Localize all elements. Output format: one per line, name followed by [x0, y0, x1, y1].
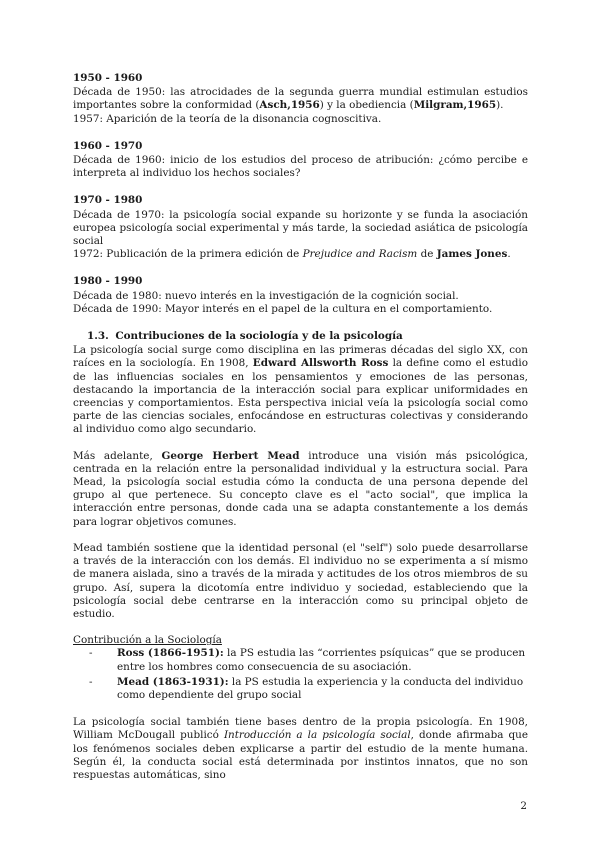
contributor-name: Mead (1863-1931):: [117, 675, 229, 688]
contribution-text: la PS estudia la experiencia y la conducta del individuo como dependiente del grupo social: [117, 675, 524, 701]
contributor-name: Ross (1866-1951):: [117, 647, 224, 660]
bold-text: George Herbert Mead: [161, 449, 300, 462]
text-run: Década de 1980: nuevo interés en la investigación de la cognición social.: [73, 289, 459, 302]
body-paragraph: [73, 344, 528, 436]
text-run: La psicología social también tiene bases dentro de la propia psicología. En 1908, William McDougall publicó: [73, 716, 528, 742]
dash-bullet: -: [89, 647, 93, 660]
body-paragraph: [73, 716, 528, 782]
contribution-item: [73, 676, 528, 702]
contribution-text: la PS estudia las “corrientes psíquicas” que se producen entre los hombres como consecuencia de su asociación.: [117, 647, 526, 673]
text-run: la define como el estudio de las influencias sociales en los pensamientos y emociones de las personas, destacando la importancia de la interacción social para explicar uniformidades en creencias y comportamientos. Esta perspectiva inicial veía la psicología social como parte de las ciencias sociales, enfocándose en estructuras colectivas y considerando al individuo como algo secundario.: [73, 357, 528, 436]
section-number: 1.3.: [87, 330, 109, 343]
text-run: Década de 1990: Mayor interés en el papel de la cultura en el comportamiento.: [73, 302, 493, 315]
contribution-heading: Contribución a la Sociología: [73, 634, 222, 647]
bold-text: Milgram,1965: [413, 99, 497, 112]
bold-text: Edward Allsworth Ross: [252, 357, 389, 370]
text-run: Mead también sostiene que la identidad personal (el "self") solo puede desarrollarse a través de la interacción con los demás. El individuo no se experimenta a sí mismo de manera aislada, sino a través de la mirada y actitudes de los otros miembros de su grupo. Así, supera la dicotomía entre individuo y sociedad, estableciendo que la psicología social debe centrarse en la interacción como su principal objeto de estudio.: [73, 541, 528, 620]
text-run: de: [417, 248, 437, 261]
text-run: introduce una visión más psicológica, centrada en la relación entre la personalidad individual y la estructura social. Para Mead, la psicología social estudia cómo la conducta de una persona depende del grupo al que pertenece. Su concepto clave es el "acto social", que implica la interacción entre personas, donde cada una se adapta constantemente a los demás para lograr objetivos comunes.: [73, 449, 528, 528]
text-run: Década de 1960: inicio de los estudios del proceso de atribución: ¿cómo percibe e interpreta al individuo los hechos sociales?: [73, 154, 528, 180]
italic-text: Introducción a la psicología social: [223, 729, 411, 742]
text-run: Década de 1970: la psicología social expande su horizonte y se funda la asociación europea psicología social experimental y más tarde, la sociedad asiática de psicología social: [73, 208, 528, 248]
text-run: , donde afirmaba que los fenómenos sociales deben explicarse a partir del estudio de la mente humana. Según él, la conducta social está determinada por instintos innatos, que no son respuestas automáticas, sino: [73, 729, 528, 781]
section-title: Contribuciones de la sociología y de la psicología: [115, 330, 403, 343]
timeline-block: [73, 275, 528, 316]
text-run: ).: [496, 99, 504, 112]
text-run: 1957: Aparición de la teoría de la disonancia cognoscitiva.: [73, 112, 382, 125]
dash-bullet: -: [89, 675, 93, 688]
document-page: [73, 72, 528, 795]
bold-text: James Jones: [436, 248, 508, 261]
text-run: 1972: Publicación de la primera edición de: [73, 248, 303, 261]
timeline-block: [73, 140, 528, 181]
text-run: ) y la obediencia (: [319, 99, 414, 112]
timeline-years: 1970 - 1980: [73, 194, 143, 207]
text-run: Más adelante,: [73, 449, 162, 462]
text-run: La psicología social surge como disciplina en las primeras décadas del siglo XX, con raíces en la sociología. En 1908,: [73, 344, 528, 370]
timeline-years: 1950 - 1960: [73, 72, 143, 84]
page-number: 2: [520, 800, 527, 812]
timeline: [73, 72, 528, 316]
timeline-years: 1980 - 1990: [73, 275, 143, 288]
timeline-line: [73, 303, 528, 316]
text-run: .: [507, 248, 511, 261]
body-paragraph: [73, 542, 528, 621]
timeline-line: [73, 154, 528, 180]
italic-text: Prejudice and Racism: [302, 248, 418, 261]
section-heading: [87, 330, 528, 343]
timeline-line: [73, 113, 528, 126]
contribution-item: [73, 647, 528, 673]
timeline-block: [73, 72, 528, 126]
text-run: Década de 1950: las atrocidades de la segunda guerra mundial estimulan estudios importantes sobre la conformidad (: [73, 86, 528, 112]
timeline-block: [73, 194, 528, 261]
timeline-years: 1960 - 1970: [73, 139, 143, 152]
timeline-line: [73, 209, 528, 249]
body-paragraphs-b: [73, 716, 528, 782]
timeline-line: [73, 248, 528, 261]
bold-text: Asch,1956: [259, 99, 320, 112]
body-paragraphs-a: [73, 344, 528, 621]
body-paragraph: [73, 450, 528, 529]
contribution-list: [73, 647, 528, 702]
timeline-line: [73, 290, 528, 303]
timeline-line: [73, 86, 528, 112]
